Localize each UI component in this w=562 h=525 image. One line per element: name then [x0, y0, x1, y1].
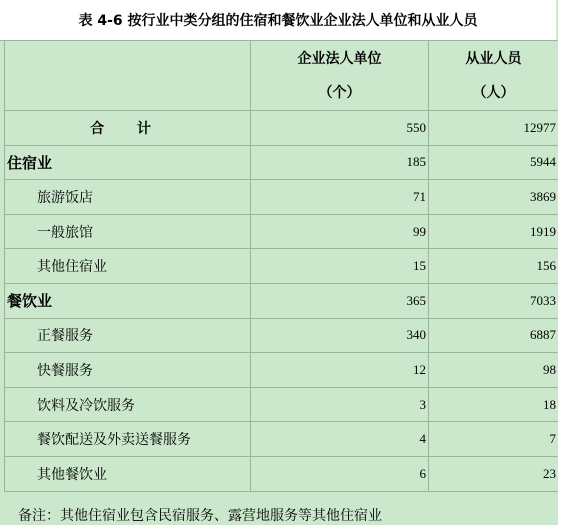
cell-units: 99 [251, 214, 429, 249]
cell-persons: 7033 [429, 283, 559, 318]
cell-units: 3 [251, 387, 429, 422]
cell-persons: 1919 [429, 214, 559, 249]
cell-persons: 23 [429, 456, 559, 491]
cell-persons: 6887 [429, 318, 559, 353]
cell-persons: 98 [429, 353, 559, 388]
table-title: 表 4-6 按行业中类分组的住宿和餐饮业企业法人单位和从业人员 [78, 13, 478, 29]
header-row [5, 41, 559, 111]
cell-persons: 156 [429, 249, 559, 284]
cell-units: 550 [251, 111, 429, 146]
row-label: 一般旅馆 [5, 214, 251, 249]
row-label: 其他餐饮业 [5, 456, 251, 491]
header-units-line2: （个） [318, 84, 361, 101]
row-label: 饮料及冷饮服务 [5, 387, 251, 422]
table-row [5, 353, 559, 388]
table-row [5, 387, 559, 422]
title-bar [0, 0, 556, 41]
row-label: 其他住宿业 [5, 249, 251, 284]
table-note: 备注：其他住宿业包含民宿服务、露营地服务等其他住宿业 [18, 508, 382, 524]
table-row [5, 318, 559, 353]
header-units-line1: 企业法人单位 [297, 50, 382, 67]
table-row [5, 422, 559, 457]
table-row-category [5, 283, 559, 318]
table-row-total [5, 111, 559, 146]
cell-persons: 18 [429, 387, 559, 422]
header-persons-line2: （人） [472, 84, 515, 101]
cell-units: 15 [251, 249, 429, 284]
cell-units: 340 [251, 318, 429, 353]
row-label: 旅游饭店 [5, 180, 251, 215]
cell-persons: 5944 [429, 145, 559, 180]
row-label: 正餐服务 [5, 318, 251, 353]
table-row [5, 214, 559, 249]
row-label: 餐饮配送及外卖送餐服务 [5, 422, 251, 457]
page-edge [558, 0, 562, 525]
cell-units: 12 [251, 353, 429, 388]
table-row [5, 456, 559, 491]
table-row [5, 180, 559, 215]
row-label: 快餐服务 [5, 353, 251, 388]
table-row [5, 249, 559, 284]
cell-units: 71 [251, 180, 429, 215]
cell-units: 365 [251, 283, 429, 318]
cell-units: 185 [251, 145, 429, 180]
header-units [251, 41, 429, 111]
header-empty-cell [5, 41, 251, 111]
header-persons [429, 41, 559, 111]
cell-persons: 3869 [429, 180, 559, 215]
cell-persons: 12977 [429, 111, 559, 146]
table-row-category [5, 145, 559, 180]
cell-persons: 7 [429, 422, 559, 457]
cell-units: 6 [251, 456, 429, 491]
data-table [4, 40, 559, 492]
row-label-total: 合 计 [5, 111, 251, 146]
header-persons-line1: 从业人员 [465, 50, 522, 67]
row-label-category: 餐饮业 [5, 283, 251, 318]
cell-units: 4 [251, 422, 429, 457]
row-label-category: 住宿业 [5, 145, 251, 180]
